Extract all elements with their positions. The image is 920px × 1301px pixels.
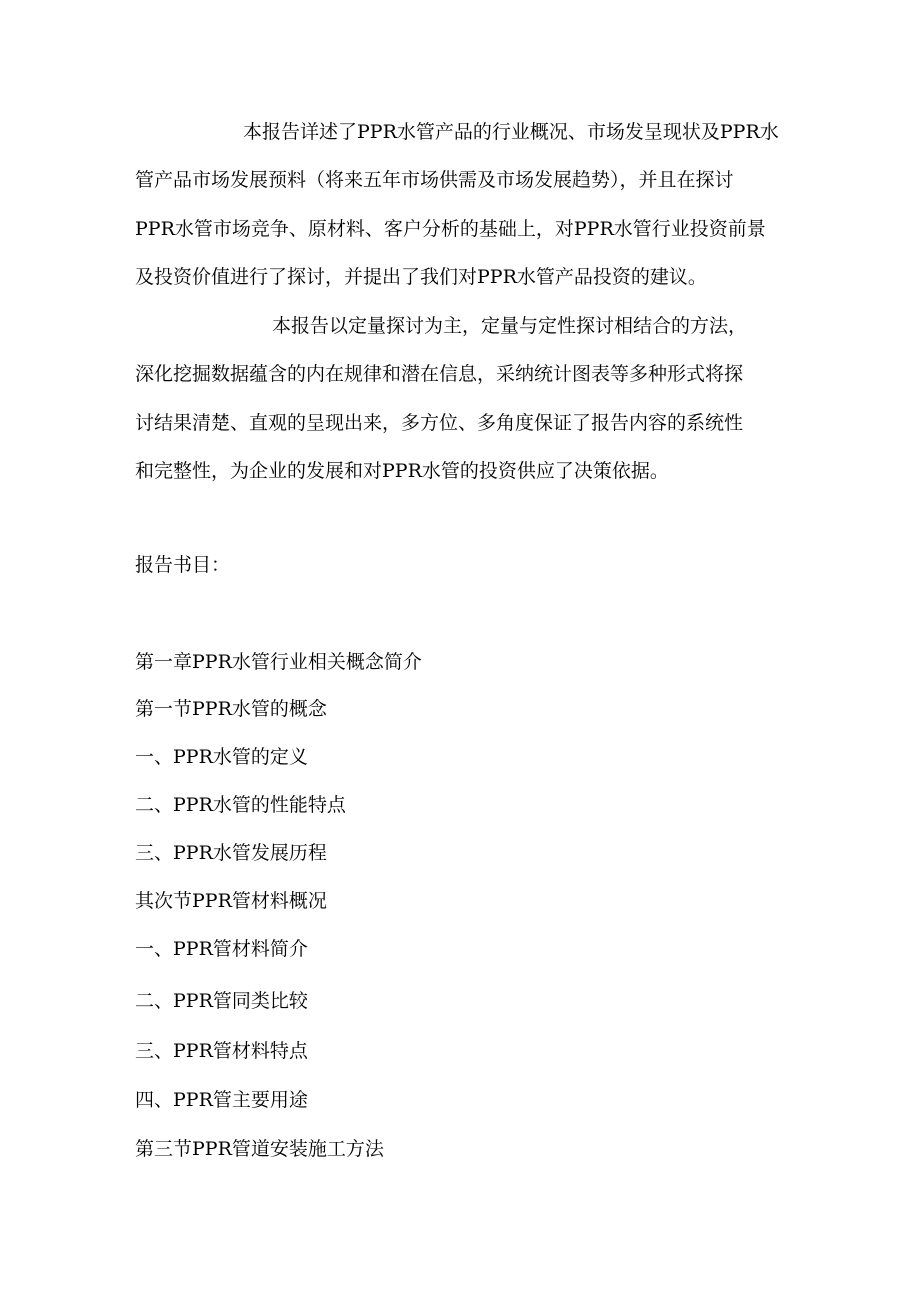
toc-entry-item-2-3: 三、PPR管材料特点 bbox=[135, 1040, 308, 1062]
toc-entry-chapter-1: 第一章PPR水管行业相关概念简介 bbox=[135, 651, 422, 673]
toc-entry-item-1-3: 三、PPR水管发展历程 bbox=[135, 842, 327, 864]
toc-entry-item-1-2: 二、PPR水管的性能特点 bbox=[135, 794, 346, 816]
intro-paragraph-1-line-3: PPR水管市场竞争、原材料、客户分析的基础上，对PPR水管行业投资前景 bbox=[135, 218, 766, 240]
toc-entry-section-2: 其次节PPR管材料概况 bbox=[135, 890, 327, 912]
toc-entry-item-2-2: 二、PPR管同类比较 bbox=[135, 990, 308, 1012]
toc-entry-section-1: 第一节PPR水管的概念 bbox=[135, 698, 327, 720]
toc-heading: 报告书目： bbox=[135, 554, 231, 576]
intro-paragraph-1-line-2: 管产品市场发展预料（将来五年市场供需及市场发展趋势），并且在探讨 bbox=[135, 169, 734, 191]
intro-paragraph-1-line-4: 及投资价值进行了探讨，并提出了我们对PPR水管产品投资的建议。 bbox=[135, 266, 707, 288]
toc-entry-item-2-1: 一、PPR管材料简介 bbox=[135, 938, 308, 960]
toc-entry-section-3: 第三节PPR管道安装施工方法 bbox=[135, 1138, 384, 1160]
intro-paragraph-2-line-2: 深化挖掘数据蕴含的内在规律和潜在信息，采纳统计图表等多种形式将探 bbox=[135, 363, 744, 385]
toc-entry-item-1-1: 一、PPR水管的定义 bbox=[135, 746, 308, 768]
intro-paragraph-2-line-1: 本报告以定量探讨为主，定量与定性探讨相结合的方法， bbox=[272, 315, 748, 337]
intro-paragraph-1-line-1: 本报告详述了PPR水管产品的行业概况、市场发呈现状及PPR水 bbox=[243, 121, 779, 143]
intro-paragraph-2-line-4: 和完整性，为企业的发展和对PPR水管的投资供应了决策依据。 bbox=[135, 460, 669, 482]
toc-entry-item-2-4: 四、PPR管主要用途 bbox=[135, 1089, 308, 1111]
intro-paragraph-2-line-3: 讨结果清楚、直观的呈现出来，多方位、多角度保证了报告内容的系统性 bbox=[135, 412, 744, 434]
